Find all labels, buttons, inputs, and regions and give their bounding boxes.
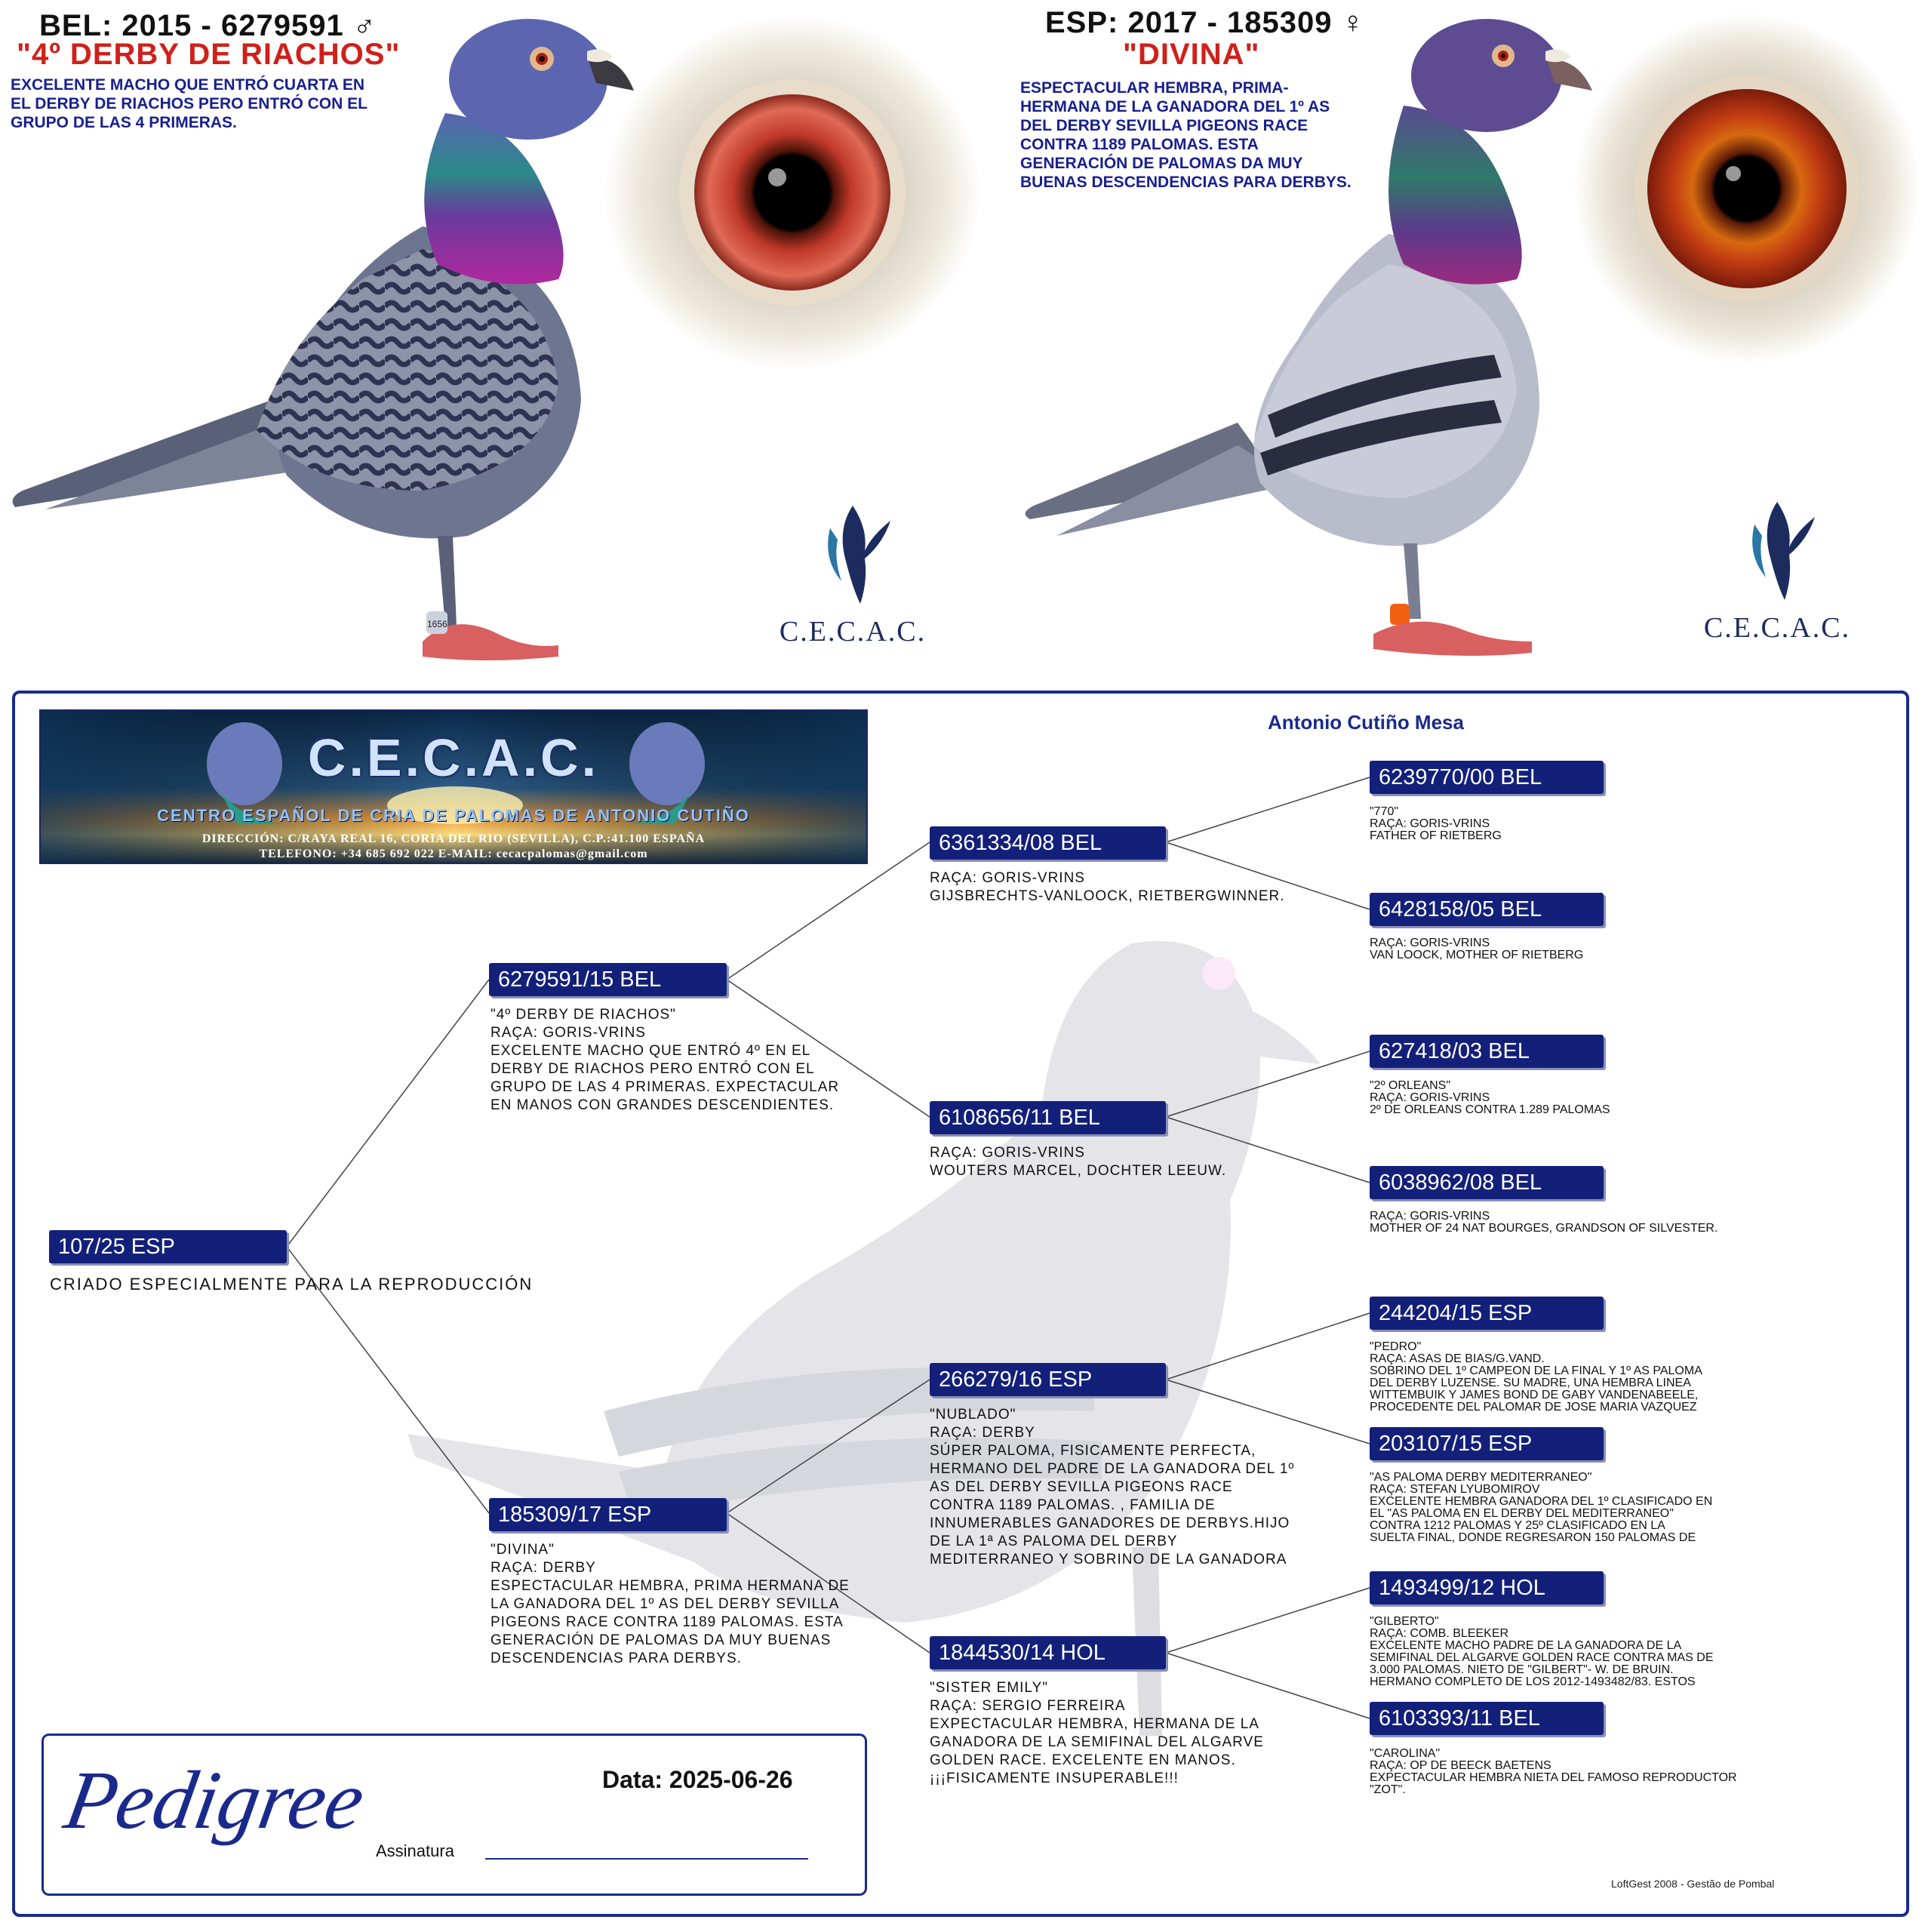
note-line: GOLDEN RACE. EXCELENTE EN MANOS. <box>930 1752 1236 1768</box>
dam-notes <box>490 1541 850 1668</box>
ds-ring-box[interactable]: 266279/16 ESP <box>930 1363 1166 1396</box>
sds-notes <box>1370 1080 1610 1116</box>
note-line: 3.000 PALOMAS. NIETO DE "GILBERT"- W. DE BRUIN. <box>1370 1663 1674 1676</box>
desc-line: ESPECTACULAR HEMBRA, PRIMA- <box>1020 79 1289 97</box>
sire-ring-box[interactable]: 6279591/15 BEL <box>489 963 727 996</box>
note-line: RAÇA: GORIS-VRINS <box>1370 1210 1490 1223</box>
pedigree-script-title: Pedigree <box>58 1754 371 1846</box>
banner-subtitle: CENTRO ESPAÑOL DE CRIA DE PALOMAS DE ANTONIO CUTIÑO <box>157 806 750 825</box>
sss-notes <box>1370 806 1502 842</box>
signature-line[interactable] <box>485 1858 808 1860</box>
note-line: RAÇA: GORIS-VRINS <box>1370 1091 1490 1104</box>
desc-line: HERMANA DE LA GANADORA DEL 1º AS <box>1020 98 1330 115</box>
desc-line: DEL DERBY SEVILLA PIGEONS RACE <box>1020 117 1308 134</box>
sdd-ring-box[interactable]: 6038962/08 BEL <box>1370 1166 1604 1199</box>
note-line: RAÇA: STEFAN LYUBOMIROV <box>1370 1483 1540 1496</box>
leg-ring-number: 1656 <box>427 619 447 629</box>
note-line: RAÇA: ASAS DE BIAS/G.VAND. <box>1370 1352 1545 1365</box>
right-bird-name: "DIVINA" <box>1123 38 1260 71</box>
note-line: "770" <box>1370 805 1399 818</box>
dam-ring-box[interactable]: 185309/17 ESP <box>489 1498 727 1531</box>
note-line: WITTEMBUIK Y JAMES BOND DE GABY VANDENABEELE, <box>1370 1389 1699 1401</box>
cecac-logo-text: C.E.C.A.C. <box>1703 612 1851 644</box>
note-line: "2º ORLEANS" <box>1370 1079 1451 1092</box>
sds-ring-box[interactable]: 627418/03 BEL <box>1370 1035 1604 1068</box>
ssd-notes <box>1370 937 1583 961</box>
note-line: DEL DERBY LUZENSE. SU MADRE, UNA HEMBRA LINEA <box>1370 1377 1691 1389</box>
dsd-notes <box>1370 1472 1712 1544</box>
note-line: LA GANADORA DEL 1º AS DEL DERBY SEVILLA <box>490 1596 840 1612</box>
note-line: SUELTA FINAL, DONDE REGRESARON 150 PALOMAS DE <box>1370 1531 1696 1544</box>
note-line: EXCELENTE MACHO QUE ENTRÓ 4º EN EL <box>490 1043 811 1059</box>
desc-line: GENERACIÓN DE PALOMAS DA MUY <box>1020 155 1303 172</box>
cecac-banner <box>39 709 868 864</box>
owner-name: Antonio Cutiño Mesa <box>1268 711 1464 734</box>
issue-date: Data: 2025-06-26 <box>602 1766 793 1793</box>
note-line: "PEDRO" <box>1370 1340 1422 1353</box>
ds-notes <box>930 1406 1294 1569</box>
banner-address-line: DIRECCIÓN: C/RAYA REAL 16, CORIA DEL RIO (SEVILLA), C.P.:41.100 ESPAÑA <box>201 832 706 845</box>
dsd-ring-box[interactable]: 203107/15 ESP <box>1370 1427 1604 1460</box>
sdd-notes <box>1370 1211 1717 1235</box>
note-line: RAÇA: SERGIO FERREIRA <box>930 1698 1126 1714</box>
ssd-ring-box[interactable]: 6428158/05 BEL <box>1370 893 1604 926</box>
software-footer: LoftGest 2008 - Gestão de Pombal <box>1611 1878 1775 1890</box>
dd-ring-box[interactable]: 1844530/14 HOL <box>930 1636 1166 1669</box>
note-line: EXPECTACULAR HEMBRA NIETA DEL FAMOSO REPRODUCTOR <box>1370 1771 1737 1784</box>
note-line: 2º DE ORLEANS CONTRA 1.289 PALOMAS <box>1370 1103 1610 1116</box>
note-line: MOTHER OF 24 NAT BOURGES, GRANDSON OF SILVESTER. <box>1370 1222 1718 1235</box>
note-line: "CAROLINA" <box>1370 1747 1441 1760</box>
note-line: DERBY DE RIACHOS PERO ENTRÓ CON EL <box>490 1061 815 1077</box>
desc-line: EL DERBY DE RIACHOS PERO ENTRÓ CON EL <box>11 95 367 112</box>
note-line: RAÇA: DERBY <box>490 1560 596 1576</box>
note-line: "NUBLADO" <box>930 1407 1016 1423</box>
dds-notes <box>1370 1616 1714 1688</box>
note-line: EXCELENTE MACHO PADRE DE LA GANADORA DE LA <box>1370 1639 1682 1652</box>
note-line: "GILBERTO" <box>1370 1615 1439 1628</box>
note-line: "ZOT". <box>1370 1783 1406 1796</box>
ss-notes <box>930 869 1285 906</box>
cecac-logo-text: C.E.C.A.C. <box>779 616 927 648</box>
note-line: FATHER OF RIETBERG <box>1370 829 1502 842</box>
note-line: GRUPO DE LAS 4 PRIMERAS. EXPECTACULAR <box>490 1079 840 1095</box>
note-line: VAN LOOCK, MOTHER OF RIETBERG <box>1370 949 1584 961</box>
note-line: "4º DERBY DE RIACHOS" <box>490 1007 676 1023</box>
note-line: ¡¡¡FISICAMENTE INSUPERABLE!!! <box>930 1770 1179 1786</box>
note-line: MEDITERRANEO Y SOBRINO DE LA GANADORA <box>930 1552 1287 1567</box>
note-line: PROCEDENTE DEL PALOMAR DE JOSE MARIA VAZQUEZ <box>1370 1401 1697 1414</box>
note-line: HERMANO COMPLETO DE LOS 2012-1493482/83. ESTOS <box>1370 1675 1696 1688</box>
dd-notes <box>930 1679 1264 1788</box>
note-line: "AS PALOMA DERBY MEDITERRANEO" <box>1370 1471 1592 1484</box>
note-line: RAÇA: GORIS-VRINS <box>1370 817 1490 830</box>
note-line: "DIVINA" <box>490 1542 555 1558</box>
subject-ring-box[interactable]: 107/25 ESP <box>49 1230 287 1263</box>
banner-contact-line: TELEFONO: +34 685 692 022 E-MAIL: cecacpalomas@gmail.com <box>259 848 648 860</box>
note-line: RAÇA: OP DE BEECK BAETENS <box>1370 1759 1551 1772</box>
sss-ring-box[interactable]: 6239770/00 BEL <box>1370 761 1604 794</box>
signature-label: Assinatura <box>376 1841 454 1860</box>
right-bird-ring: ESP: 2017 - 185309 ♀ <box>1045 6 1365 39</box>
note-line: RAÇA: DERBY <box>930 1425 1035 1441</box>
note-line: RAÇA: GORIS-VRINS <box>490 1025 646 1041</box>
banner-title: C.E.C.A.C. <box>307 728 600 787</box>
signature-box <box>42 1734 867 1896</box>
desc-line: EXCELENTE MACHO QUE ENTRÓ CUARTA EN <box>11 76 365 94</box>
note-line: SOBRINO DEL 1º CAMPEON DE LA FINAL Y 1º AS PALOMA <box>1370 1364 1702 1377</box>
note-line: GENERACIÓN DE PALOMAS DA MUY BUENAS <box>490 1632 832 1648</box>
note-line: GANADORA DE LA SEMIFINAL DEL ALGARVE <box>930 1734 1264 1750</box>
note-line: EL "AS PALOMA EN EL DERBY DEL MEDITERRANEO" <box>1370 1507 1674 1520</box>
sd-notes <box>930 1144 1226 1180</box>
note-line: DESCENDENCIAS PARA DERBYS. <box>490 1651 742 1666</box>
desc-line: GRUPO DE LAS 4 PRIMERAS. <box>11 114 237 131</box>
note-line: EN MANOS CON GRANDES DESCENDIENTES. <box>490 1097 835 1113</box>
sd-ring-box[interactable]: 6108656/11 BEL <box>930 1101 1166 1134</box>
left-bird-name: "4º DERBY DE RIACHOS" <box>17 38 401 71</box>
note-line: "SISTER EMILY" <box>930 1680 1049 1696</box>
note-line: RAÇA: GORIS-VRINS <box>930 870 1085 886</box>
ddd-ring-box[interactable]: 6103393/11 BEL <box>1370 1702 1604 1735</box>
note-line: AS DEL DERBY SEVILLA PIGEONS RACE <box>930 1479 1233 1495</box>
note-line: DE LA 1ª AS PALOMA DEL DERBY <box>930 1534 1178 1549</box>
note-line: ESPECTACULAR HEMBRA, PRIMA HERMANA DE <box>490 1578 850 1594</box>
note-line: SÚPER PALOMA, FISICAMENTE PERFECTA, <box>930 1443 1256 1459</box>
note-line: EXCELENTE HEMBRA GANADORA DEL 1º CLASIFICADO EN <box>1370 1495 1713 1508</box>
note-line: RAÇA: COMB. BLEEKER <box>1370 1627 1509 1640</box>
note-line: EXPECTACULAR HEMBRA, HERMANA DE LA <box>930 1716 1259 1732</box>
left-bird-ring: BEL: 2015 - 6279591 ♂ <box>39 9 377 42</box>
ddd-notes <box>1370 1748 1737 1796</box>
dss-ring-box[interactable]: 244204/15 ESP <box>1370 1297 1604 1330</box>
ss-ring-box[interactable]: 6361334/08 BEL <box>930 826 1166 860</box>
note-line: CONTRA 1189 PALOMAS. , FAMILIA DE <box>930 1497 1216 1513</box>
note-line: INNUMERABLES GANADORES DE DERBYS.HIJO <box>930 1515 1290 1531</box>
note-line: RAÇA: GORIS-VRINS <box>930 1145 1085 1161</box>
note-line: WOUTERS MARCEL, DOCHTER LEEUW. <box>930 1163 1227 1179</box>
dds-ring-box[interactable]: 1493499/12 HOL <box>1370 1571 1604 1604</box>
note-line: GIJSBRECHTS-VANLOOCK, RIETBERGWINNER. <box>930 888 1285 904</box>
note-line: CONTRA 1212 PALOMAS Y 25º CLASIFICADO EN LA <box>1370 1519 1665 1532</box>
subject-notes: CRIADO ESPECIALMENTE PARA LA REPRODUCCIÓN <box>50 1275 534 1294</box>
note-line: RAÇA: GORIS-VRINS <box>1370 937 1490 949</box>
desc-line: BUENAS DESCENDENCIAS PARA DERBYS. <box>1020 174 1352 191</box>
note-line: SEMIFINAL DEL ALGARVE GOLDEN RACE CONTRA MAS DE <box>1370 1651 1714 1664</box>
note-line: HERMANO DEL PADRE DE LA GANADORA DEL 1º <box>930 1461 1295 1477</box>
dss-notes <box>1370 1341 1702 1414</box>
banner-address <box>41 832 866 862</box>
desc-line: CONTRA 1189 PALOMAS. ESTA <box>1020 136 1259 153</box>
sire-notes <box>490 1006 839 1115</box>
note-line: PIGEONS RACE CONTRA 1189 PALOMAS. ESTA <box>490 1614 844 1630</box>
